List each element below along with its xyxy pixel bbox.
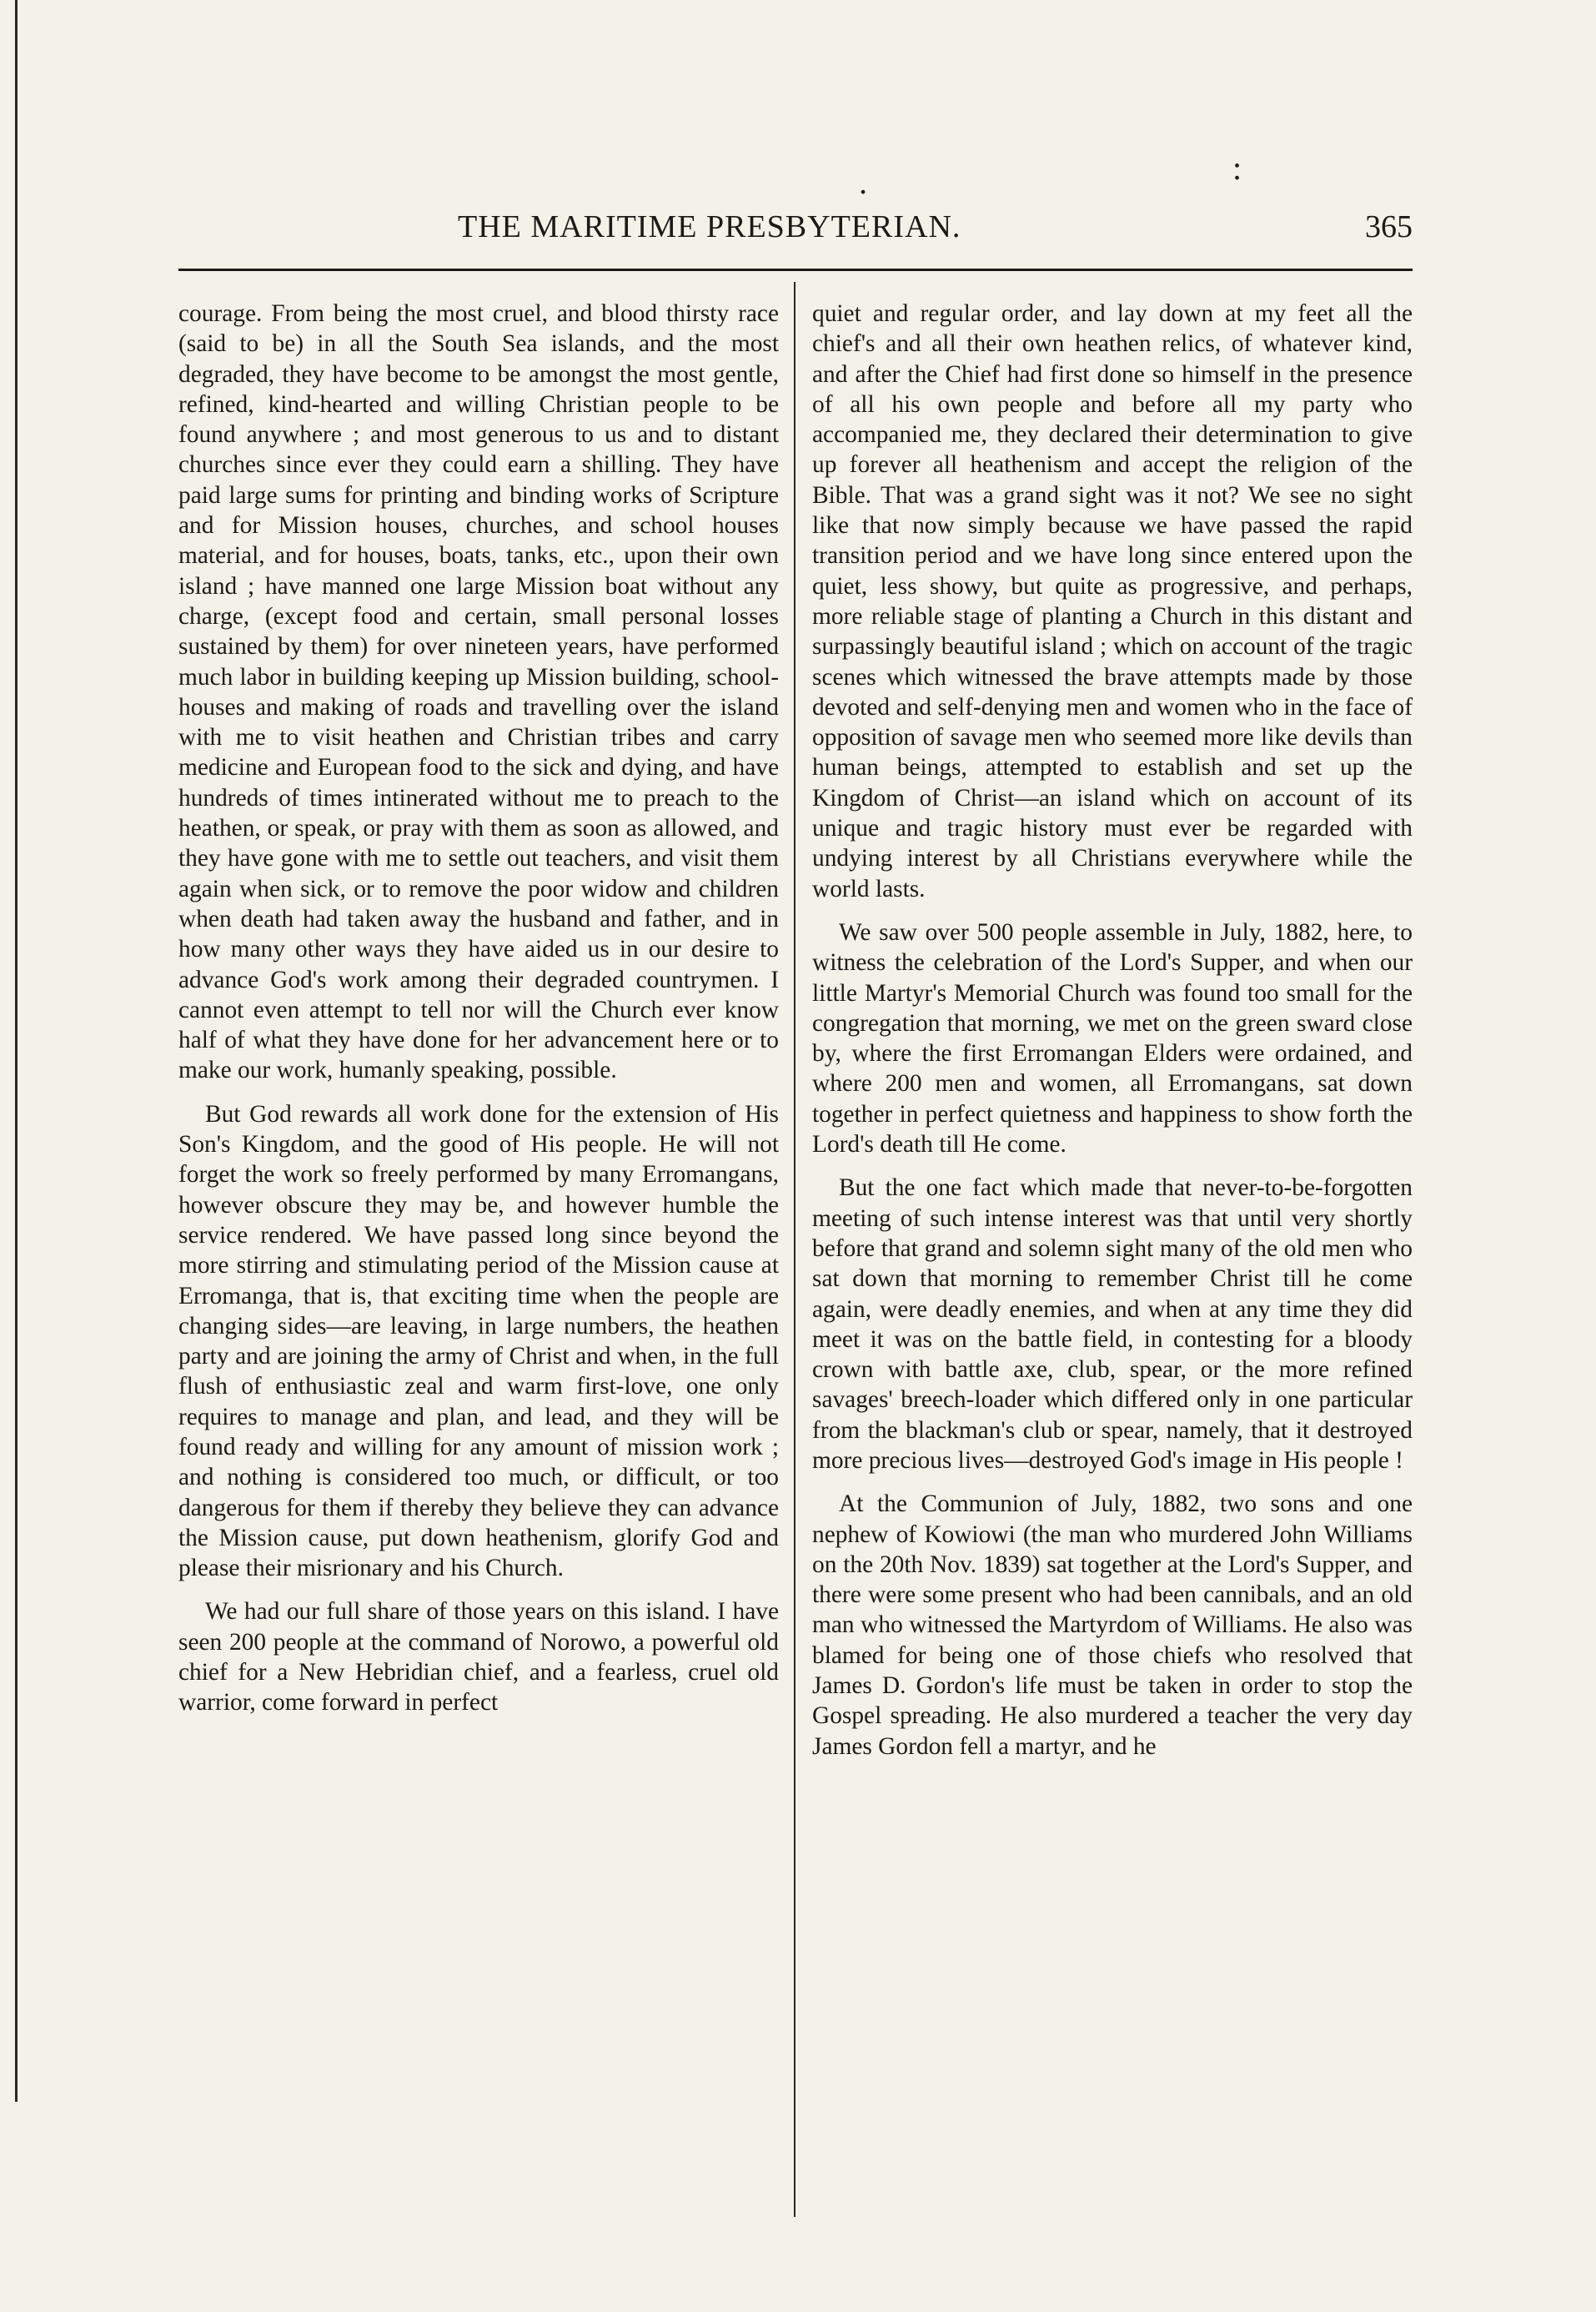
paragraph: At the Communion of July, 1882, two sons and one nephew of Kowiowi (the man who murdered John Williams on the 20th Nov. 1839) sat together at the Lord's Supper, and there were some present who had been cannibals, and an old man who witnessed the Martyrdom of Williams. He also was blamed for being one of those chiefs who resolved that James D. Gordon's life must be taken in order to stop the Gospel spreading. He also murdered a teacher the very day James Gordon fell a martyr, and he [812,1490,1413,1760]
stray-dot-mark: . [859,163,867,201]
paragraph: But the one fact which made that never-to-be-forgotten meeting of such intense interest was that until very shortly before that grand and solemn sight many of the old men who sat down that morning to remember Christ till he come again, were deadly enemies, and when at any time they did meet it was on the battle field, in contesting for a bloody crown with battle axe, club, spear, or the more refined savages' breech-loader which differed only in one particular from the blackman's club or spear, namely, that it destroyed more precious lives—destroyed God's image in His people ! [812,1174,1413,1474]
running-header [178,209,1413,259]
journal-title: THE MARITIME PRESBYTERIAN. [458,209,961,244]
column-divider [794,282,795,2217]
page-left-border [15,0,18,2102]
stray-colon-mark: : [1232,149,1242,187]
paragraph: quiet and regular order, and lay down at my feet all the chief's and all their own heathen relics, of whatever kind, and after the Chief had first done so himself in the presence of all his own people and before all my party who accompanied me, they declared their determination to give up forever all heathenism and accept the religion of the Bible. That was a grand sight was it not? We see no sight like that now simply because we have passed the rapid transition period and we have long since entered upon the quiet, less showy, but quite as progressive, and perhaps, more reliable stage of planting a Church in this distant and surpassingly beautiful island ; which on account of the tragic scenes which witnessed the brave attempts made by those devoted and self-denying men and women who in the face of opposition of savage men who seemed more like devils than human beings, attempted to establish and set up the Kingdom of Christ—an island which on account of its unique and tragic history must ever be regarded with undying interest by all Christians everywhere while the world lasts. [812,300,1413,902]
paragraph: courage. From being the most cruel, and blood thirsty race (said to be) in all the South Sea islands, and the most degraded, they have become to be amongst the most gentle, refined, kind-hearted and willing Christian people to be found anywhere ; and most generous to us and to distant churches since ever they could earn a shilling. They have paid large sums for printing and binding works of Scripture and for Mission houses, churches, and school houses material, and for houses, boats, tanks, etc., upon their own island ; have manned one large Mission boat without any charge, (except food and certain, small personal losses sustained by them) for over nineteen years, have performed much labor in building keeping up Mission building, school-houses and making of roads and travelling over the island with me to visit heathen and Christian tribes and carry medicine and European food to the sick and dying, and have hundreds of times intinerated without me to preach to the heathen, or speak, or pray with them as soon as allowed, and they have gone with me to settle out teachers, and visit them again when sick, or to remove the poor widow and children when death had taken away the husband and father, and in how many other ways they have aided us in our desire to advance God's work among their degraded countrymen. I cannot even attempt to tell nor will the Church ever know half of what they have done for her advancement here or to make our work, humanly speaking, possible. [178,300,779,1084]
header-rule [178,269,1413,271]
paragraph: We had our full share of those years on this island. I have seen 200 people at the command of Norowo, a powerful old chief for a New Hebridian chief, and a fearless, cruel old warrior, come forward in perfect [178,1598,779,1716]
paragraph: We saw over 500 people assemble in July, 1882, here, to witness the celebration of the Lord's Supper, and when our little Martyr's Memorial Church was found too small for the congregation that morning, we met on the green sward close by, where the first Erromangan Elders were ordained, and where 200 men and women, all Erromangans, sat down together in perfect quietness and happiness to show forth the Lord's death till He come. [812,918,1413,1159]
left-column [178,299,779,1718]
paragraph: But God rewards all work done for the extension of His Son's Kingdom, and the good of His people. He will not forget the work so freely performed by many Erromangans, however obscure they may be, and however humble the service rendered. We have passed long since beyond the more stirring and stimulating period of the Mission cause at Erromanga, that is, that exciting time when the people are changing sides—are leaving, in large numbers, the heathen party and are joining the army of Christ and when, in the full flush of enthusiastic zeal and warm first-love, one only requires to manage and plan, and lead, and they will be found ready and willing for any amount of mission work ; and nothing is considered too much, or difficult, or too dangerous for them if thereby they believe they can advance the Mission cause, put down heathenism, glorify God and please their misrionary and his Church. [178,1100,779,1582]
right-column [812,299,1413,1762]
page-number: 365 [1365,209,1413,244]
